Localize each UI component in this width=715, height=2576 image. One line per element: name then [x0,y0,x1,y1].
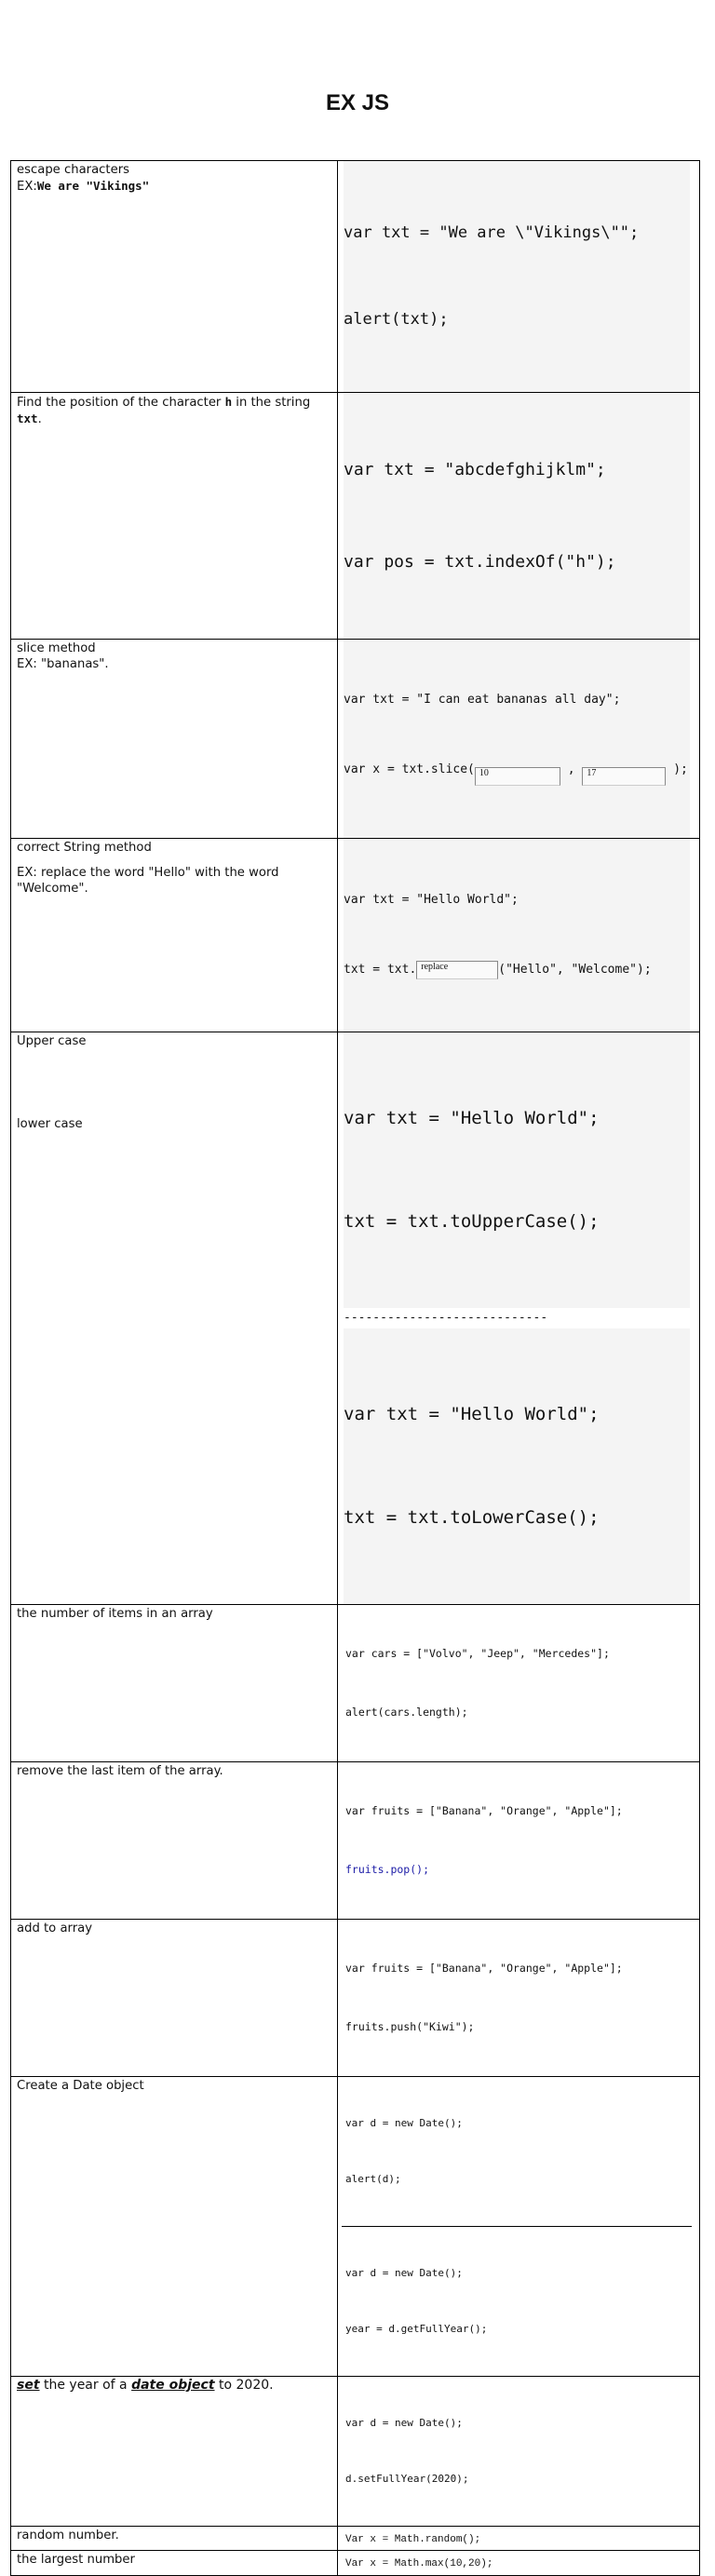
table-row [11,161,700,393]
question-text: random number. [17,2529,119,2542]
question-cell [11,640,338,839]
code-line: var d = new Date(); [345,2417,463,2429]
code-line: txt = txt.toUpperCase(); [344,1211,600,1232]
answer-cell [338,161,700,393]
code-block-lower [344,1328,690,1604]
answer-box[interactable]: 17 [582,767,666,786]
table-row [11,2077,700,2377]
code-line: var txt = "abcdefghijklm"; [344,460,606,479]
code-block [344,161,690,392]
code-block [345,1920,699,2076]
answer-cell [338,2377,700,2527]
answer-box[interactable]: replace [416,961,498,979]
question-cell [11,2551,338,2576]
code-line: alert(cars.length); [345,1706,468,1719]
separator-dashes: ---------------------------- [344,1311,548,1325]
question-text: slice method [17,641,96,655]
code-block [345,2377,699,2526]
table-row [11,1032,700,1605]
question-text: the number of items in an array [17,1607,213,1621]
question-cell [11,2527,338,2551]
code-line: Var x = Math.max(10,20); [345,2558,493,2569]
code-block [345,2227,699,2376]
question-cell [11,2377,338,2527]
code-block [345,1762,699,1919]
question-cell [11,1032,338,1605]
code-line: var pos = txt.indexOf("h"); [344,552,616,572]
question-text: Find the position of the character h in the string txt. [17,395,311,426]
code-line: alert(txt); [344,310,449,329]
code-line: var txt = "We are \"Vikings\""; [344,223,640,242]
question-text: escape characters [17,163,130,177]
code-line: fruits.pop(); [345,1863,430,1876]
code-line: var d = new Date(); [345,2117,463,2129]
question-text: correct String method [17,841,152,855]
code-block [344,640,690,838]
table-row [11,640,700,839]
table-row [11,393,700,640]
table-row [11,1920,700,2077]
question-text: lower case [17,1117,83,1131]
code-line: txt = txt. replace ("Hello", "Welcome"); [344,958,690,981]
table-row [11,1762,700,1920]
code-line: Var x = Math.random(); [345,2534,481,2545]
question-text: the largest number [17,2553,135,2567]
table-row [11,2377,700,2527]
table-row [11,1605,700,1762]
code-block [344,393,690,639]
answer-cell [338,1920,700,2077]
table-row [11,839,700,1032]
question-text: Upper case [17,1034,87,1048]
exercise-table [10,160,700,2576]
code-line: var fruits = ["Banana", "Orange", "Apple"]; [345,1804,623,1817]
answer-cell [338,2077,700,2377]
question-example: EX:We are "Vikings" [17,179,150,194]
code-line: var fruits = ["Banana", "Orange", "Apple"]; [345,1962,623,1975]
question-cell [11,1920,338,2077]
code-line: d.setFullYear(2020); [345,2473,469,2485]
code-line: var txt = "Hello World"; [344,1108,600,1128]
question-text: remove the last item of the array. [17,1764,223,1778]
question-text: Create a Date object [17,2079,144,2093]
question-cell [11,161,338,393]
table-row [11,2527,700,2551]
code-line: var x = txt.slice( 10 , 17 ); [344,758,690,786]
code-block [345,1605,699,1761]
code-line: var txt = "Hello World"; [344,1404,600,1424]
table-row [11,2551,700,2576]
answer-cell [338,2527,700,2551]
code-line: var txt = "Hello World"; [344,893,519,907]
question-example: EX: "bananas". [17,657,109,671]
question-cell [11,2077,338,2377]
code-line: txt = txt.toLowerCase(); [344,1507,600,1528]
answer-box[interactable]: 10 [475,767,560,786]
code-block [345,2077,699,2226]
answer-cell [338,1605,700,1762]
code-line: var d = new Date(); [345,2267,463,2279]
answer-cell [338,2551,700,2576]
question-cell [11,1762,338,1920]
question-text: set the year of a date object to 2020. [17,2378,274,2393]
code-line: year = d.getFullYear(); [345,2323,488,2335]
question-cell [11,393,338,640]
code-line: fruits.push("Kiwi"); [345,2020,475,2033]
code-block [344,839,690,1032]
code-block-upper [344,1032,690,1308]
code-line: var txt = "I can eat bananas all day"; [344,693,621,707]
code-line: alert(d); [345,2173,401,2185]
answer-cell [338,1762,700,1920]
answer-cell [338,640,700,839]
question-cell [11,839,338,1032]
question-cell [11,1605,338,1762]
answer-cell [338,839,700,1032]
page-title: EX JS [325,90,390,115]
question-example: EX: replace the word "Hello" with the word "Welcome". [17,866,279,896]
question-text: add to array [17,1922,93,1935]
answer-cell [338,393,700,640]
answer-cell [338,1032,700,1605]
code-line: var cars = ["Volvo", "Jeep", "Mercedes"]; [345,1647,610,1660]
